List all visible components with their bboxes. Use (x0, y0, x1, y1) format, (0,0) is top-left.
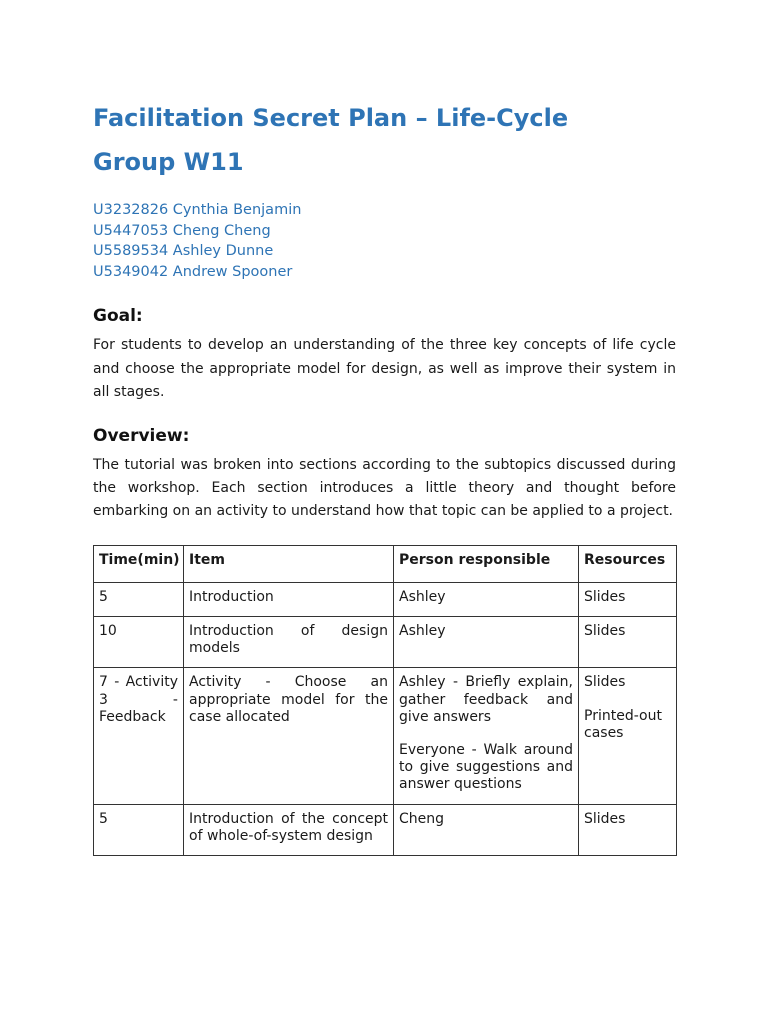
table-row (94, 582, 677, 616)
overview-heading: Overview: (93, 425, 190, 446)
header-resources: Resources (579, 545, 677, 582)
cell-time: 5 (94, 582, 184, 616)
cell-item: Introduction of the concept of whole-of-system design (184, 804, 394, 855)
cell-time: 10 (94, 617, 184, 668)
author-list (93, 200, 676, 282)
header-time: Time(min) (94, 545, 184, 582)
cell-resource (579, 668, 677, 804)
table-row (94, 668, 677, 804)
document-page (93, 96, 676, 856)
header-item: Item (184, 545, 394, 582)
table-header-row (94, 545, 677, 582)
cell-person: Cheng (394, 804, 579, 855)
author-item: U5589534 Ashley Dunne (93, 243, 274, 260)
session-plan-table (93, 545, 677, 856)
table-row (94, 617, 677, 668)
overview-text: The tutorial was broken into sections according to the subtopics discussed during the workshop. Each section introduces a little theory and thought before embarking on an activity to understand how that topic can be applied to a project. (93, 456, 676, 520)
title-line-1: Facilitation Secret Plan – Life-Cycle (93, 104, 569, 132)
cell-item: Activity - Choose an appropriate model for the case allocated (184, 668, 394, 804)
author-item: U5349042 Andrew Spooner (93, 263, 293, 280)
title-line-2: Group W11 (93, 148, 244, 176)
cell-item: Introduction (184, 582, 394, 616)
cell-person: Ashley (394, 582, 579, 616)
author-item: U5447053 Cheng Cheng (93, 222, 271, 239)
document-title (93, 96, 676, 184)
resource-note: Printed-out cases (584, 707, 662, 741)
author-item: U3232826 Cynthia Benjamin (93, 202, 302, 218)
resource-note: Slides (584, 674, 626, 691)
cell-person: Ashley (394, 617, 579, 668)
header-person: Person responsible (394, 545, 579, 582)
cell-resource: Slides (579, 617, 677, 668)
cell-time: 7 - Activity 3 -Feedback (94, 668, 184, 804)
cell-resource: Slides (579, 804, 677, 855)
cell-resource: Slides (579, 582, 677, 616)
cell-item: Introduction of design models (184, 617, 394, 668)
cell-time: 5 (94, 804, 184, 855)
table-row (94, 804, 677, 855)
cell-person (394, 668, 579, 804)
person-note: Everyone - Walk around to give suggestions and answer questions (399, 742, 573, 793)
goal-text: For students to develop an understanding of the three key concepts of life cycle and choose the appropriate model for design, as well as improve their system in all stages. (93, 337, 676, 400)
goal-heading: Goal: (93, 306, 143, 327)
person-note: Ashley - Briefly explain, gather feedback and give answers (399, 674, 573, 725)
